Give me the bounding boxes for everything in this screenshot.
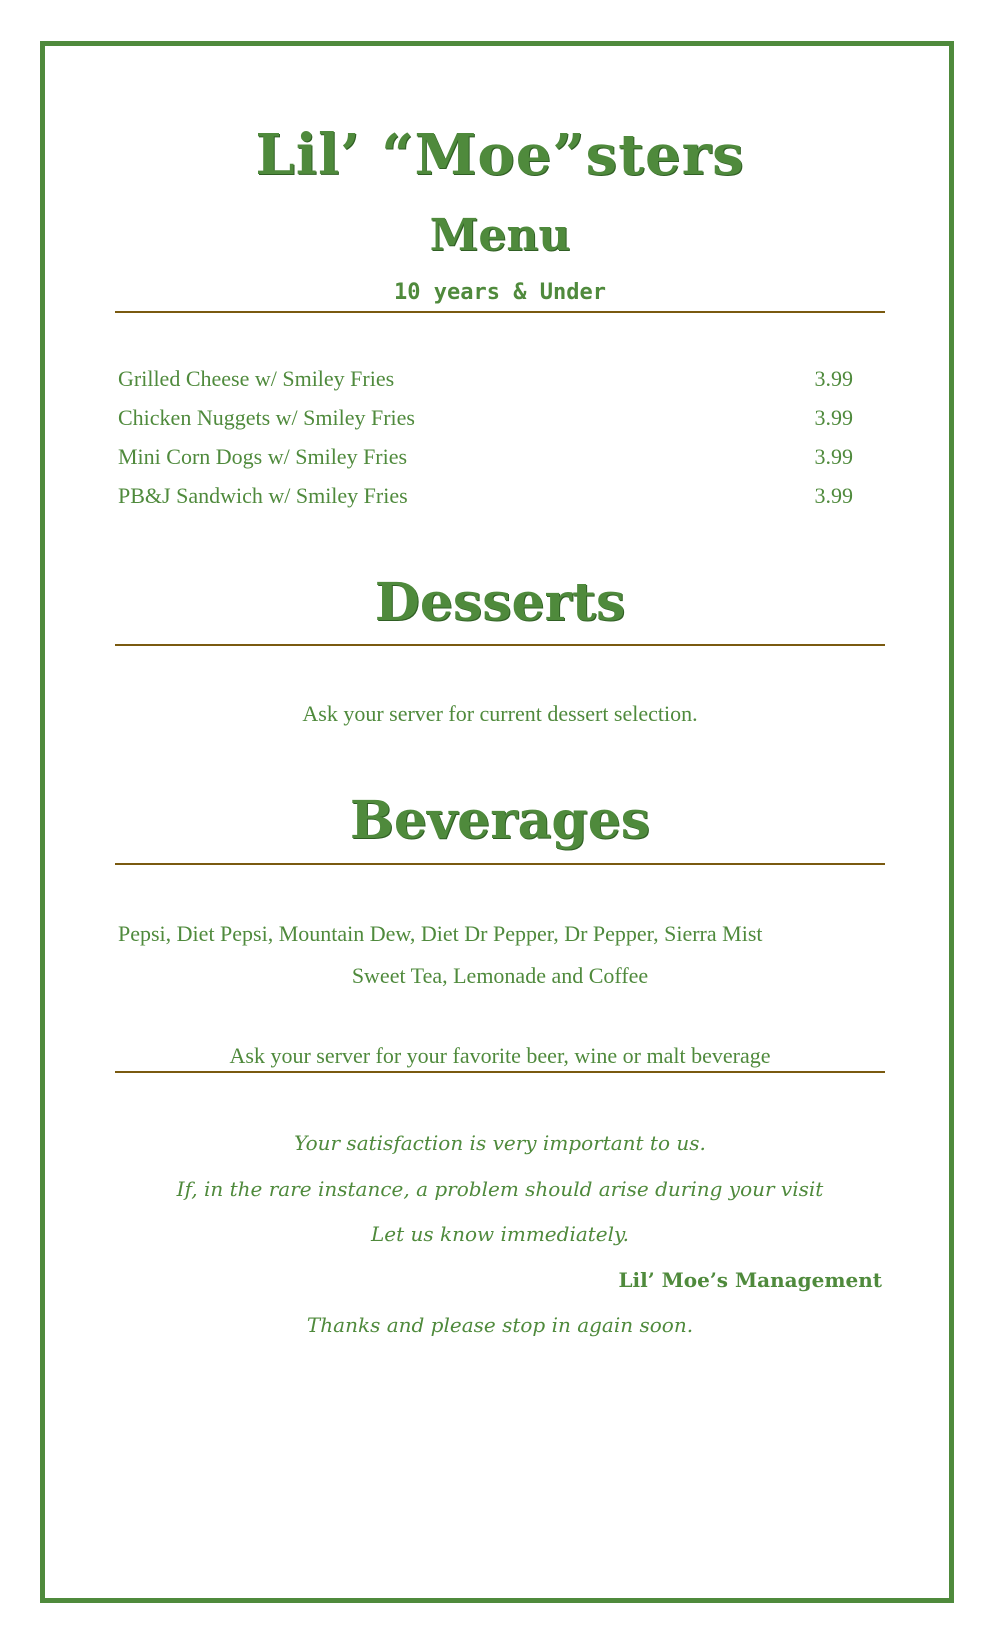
menu-item-name: Chicken Nuggets w/ Smiley Fries bbox=[118, 405, 415, 430]
menu-item bbox=[118, 405, 853, 435]
menu-item-name: Grilled Cheese w/ Smiley Fries bbox=[118, 366, 395, 391]
footer-line3: Let us know immediately. bbox=[370, 1222, 630, 1246]
menu-item bbox=[118, 483, 853, 513]
footer-line1: Your satisfaction is very important to us. bbox=[294, 1131, 706, 1155]
alcohol-note: Ask your server for your favorite beer, wine or malt beverage bbox=[229, 1043, 771, 1068]
footer-closing: Thanks and please stop in again soon. bbox=[306, 1313, 694, 1337]
footer-line2: If, in the rare instance, a problem should arise during your visit bbox=[176, 1177, 824, 1201]
menu-item bbox=[118, 366, 853, 396]
beverages-heading: Beverages bbox=[349, 790, 651, 851]
divider-rule bbox=[115, 1071, 885, 1073]
menu-item bbox=[118, 444, 853, 474]
age-subtitle: 10 years & Under bbox=[394, 280, 606, 305]
management-signature: Lil’ Moe’s Management bbox=[618, 1268, 882, 1292]
divider-rule bbox=[115, 644, 885, 646]
divider-rule bbox=[115, 863, 885, 865]
menu-item-price: 3.99 bbox=[814, 483, 853, 508]
menu-item-price: 3.99 bbox=[814, 405, 853, 430]
menu-item-price: 3.99 bbox=[814, 366, 853, 391]
menu-item-name: PB&J Sandwich w/ Smiley Fries bbox=[118, 483, 408, 508]
beverage-list-line2: Sweet Tea, Lemonade and Coffee bbox=[351, 963, 649, 988]
desserts-heading: Desserts bbox=[374, 572, 626, 633]
beverage-list-line1: Pepsi, Diet Pepsi, Mountain Dew, Diet Dr Pepper, Dr Pepper, Sierra Mist bbox=[118, 921, 763, 946]
divider-rule bbox=[115, 311, 885, 313]
restaurant-title: Lil’ “Moe”sters bbox=[255, 122, 745, 188]
menu-item-name: Mini Corn Dogs w/ Smiley Fries bbox=[118, 444, 408, 469]
dessert-note: Ask your server for current dessert selection. bbox=[302, 701, 698, 726]
menu-item-price: 3.99 bbox=[814, 444, 853, 469]
menu-heading: Menu bbox=[429, 210, 571, 261]
